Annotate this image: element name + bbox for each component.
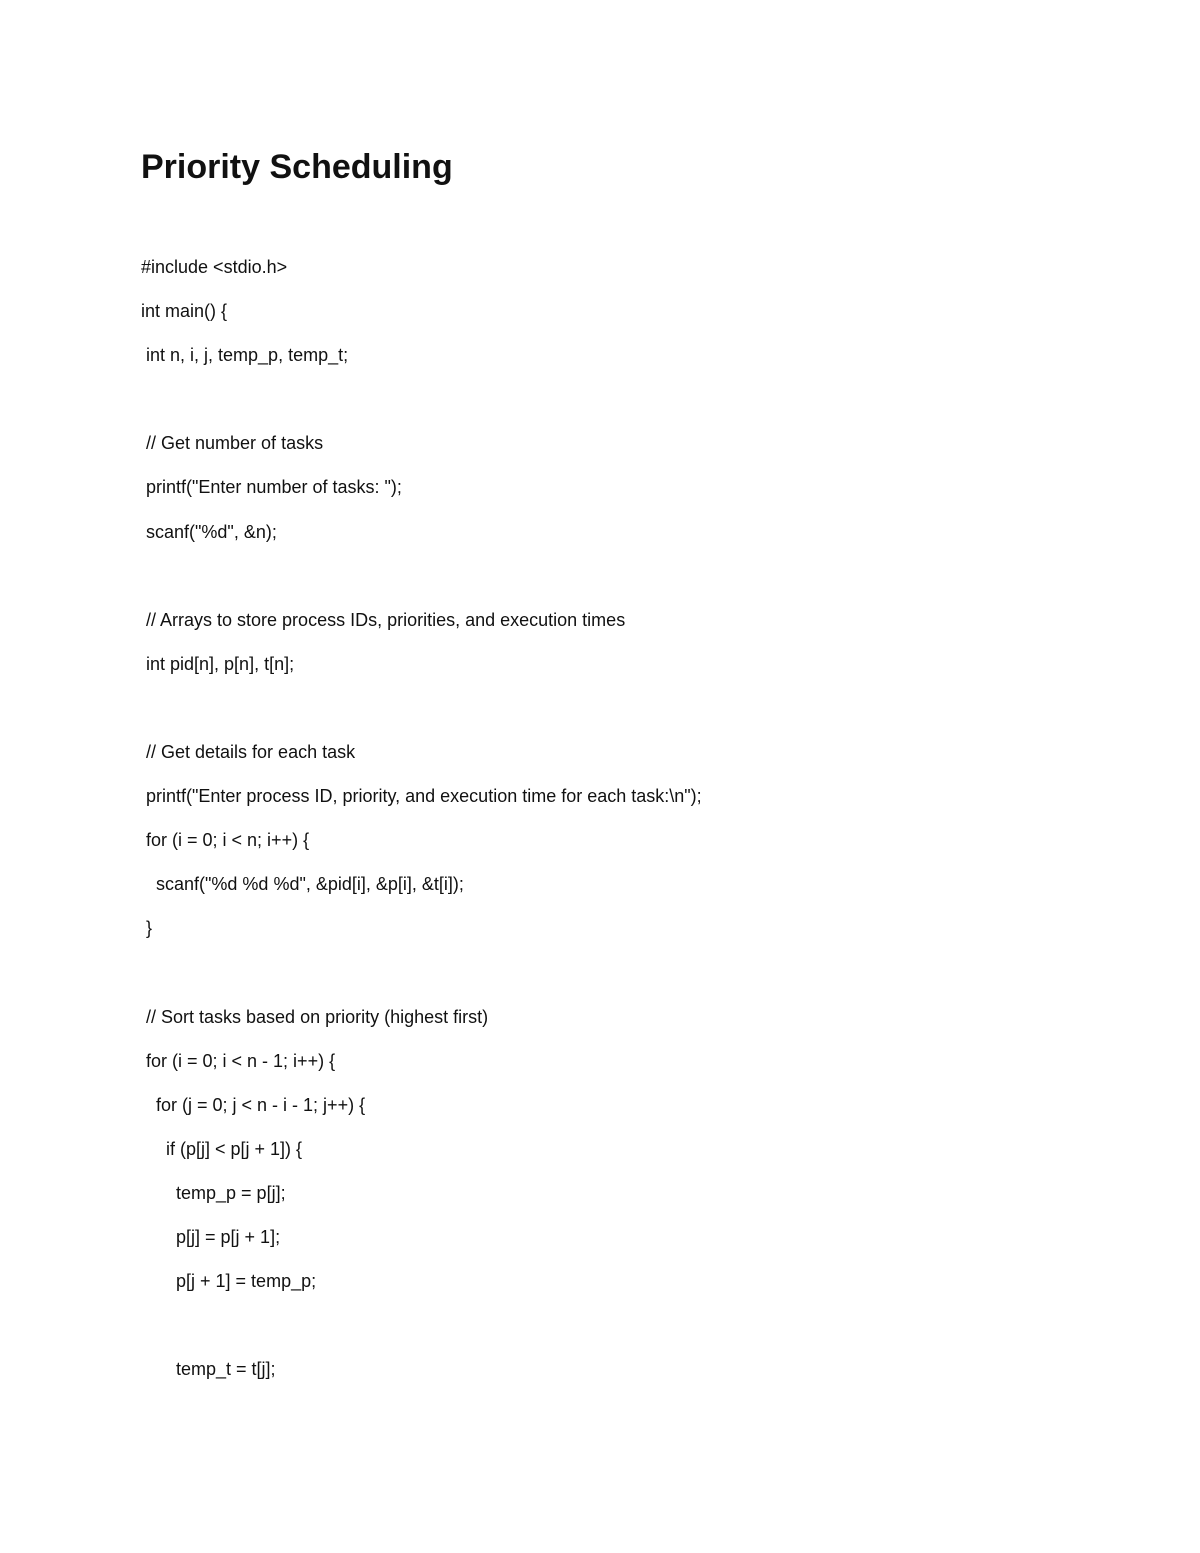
- code-line: scanf("%d %d %d", &pid[i], &p[i], &t[i]);: [141, 874, 464, 895]
- code-comment: // Sort tasks based on priority (highest first): [141, 1006, 489, 1027]
- code-line: temp_p = p[j];: [141, 1182, 286, 1203]
- code-line: printf("Enter process ID, priority, and execution time for each task:\n");: [141, 786, 702, 807]
- code-line-blank: [141, 960, 702, 1004]
- code-line-blank: [141, 563, 702, 607]
- page-title: Priority Scheduling: [141, 148, 453, 186]
- code-line: p[j] = p[j + 1];: [141, 1227, 281, 1248]
- code-comment: // Get number of tasks: [141, 433, 324, 454]
- code-line: printf("Enter number of tasks: ");: [141, 477, 402, 498]
- code-line: scanf("%d", &n);: [141, 521, 277, 542]
- code-line: p[j + 1] = temp_p;: [141, 1271, 317, 1292]
- code-line: }: [141, 918, 153, 939]
- code-line: int pid[n], p[n], t[n];: [141, 653, 295, 674]
- code-line-blank: [141, 695, 702, 739]
- code-comment: // Get details for each task: [141, 742, 356, 763]
- code-line: #include <stdio.h>: [141, 257, 288, 277]
- code-line: for (i = 0; i < n; i++) {: [141, 830, 310, 851]
- code-line: if (p[j] < p[j + 1]) {: [141, 1138, 303, 1159]
- code-line: int main() {: [141, 301, 228, 322]
- code-block: [141, 254, 702, 1400]
- code-line: int n, i, j, temp_p, temp_t;: [141, 345, 349, 366]
- code-comment: // Arrays to store process IDs, priorities, and execution times: [141, 609, 626, 630]
- code-line: for (j = 0; j < n - i - 1; j++) {: [141, 1094, 366, 1115]
- code-line-blank: [141, 386, 702, 430]
- code-line: temp_t = t[j];: [141, 1359, 276, 1380]
- code-line-blank: [141, 1312, 702, 1356]
- code-line: for (i = 0; i < n - 1; i++) {: [141, 1050, 336, 1071]
